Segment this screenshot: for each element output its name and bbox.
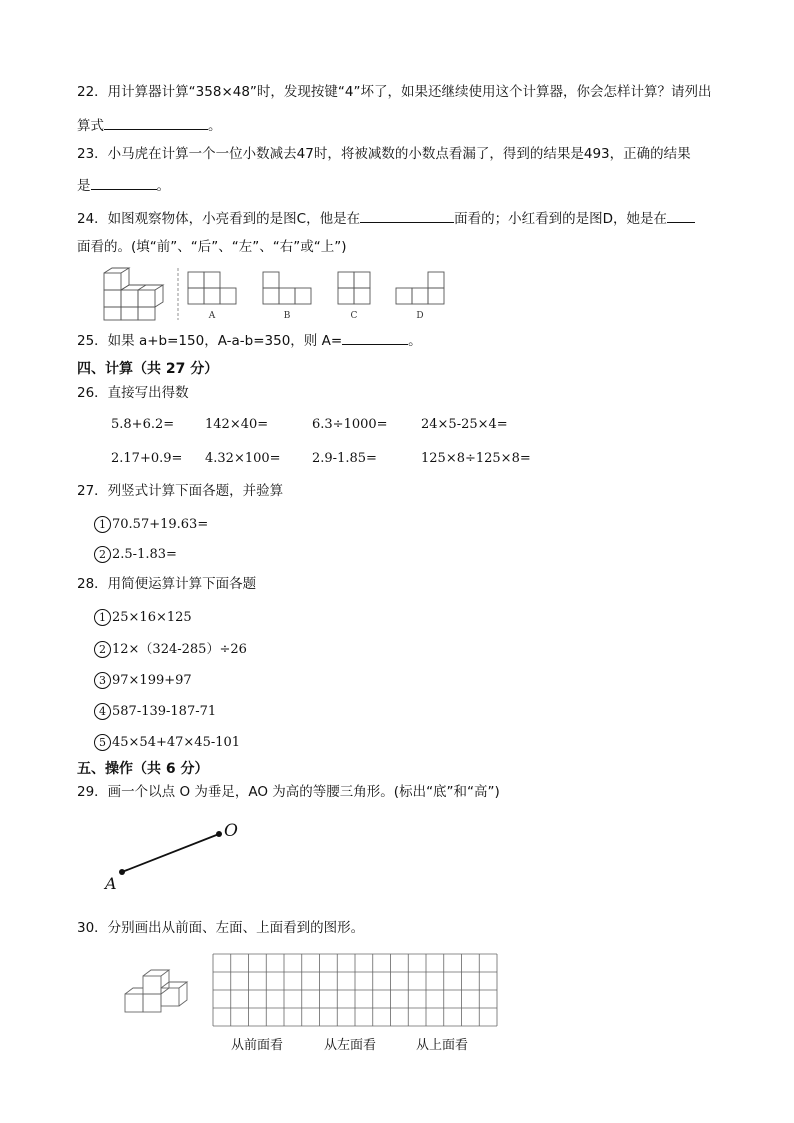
q30-answer-grid[interactable] — [212, 953, 498, 1027]
q24-blank-1[interactable] — [360, 208, 454, 223]
q26-r1-c3: 6.3÷1000= — [312, 417, 388, 432]
point-a-dot — [119, 869, 125, 875]
q28-expr-4: 587-139-187-71 — [112, 704, 217, 719]
view-a — [188, 272, 236, 304]
circled-number: 2 — [94, 546, 111, 563]
point-o-label: O — [224, 821, 238, 841]
q30-cube-figure — [120, 968, 195, 1023]
view-label-a: A — [208, 311, 216, 321]
q30-label-top: 从上面看 — [416, 1038, 469, 1053]
q30-label-left: 从左面看 — [324, 1038, 377, 1053]
q27-item-1 — [94, 513, 208, 533]
q23-line2 — [77, 175, 170, 196]
q30-text: 30．分别画出从前面、左面、上面看到的图形。 — [77, 920, 365, 936]
q23-prefix: 是 — [77, 178, 91, 194]
q26-title: 26．直接写出得数 — [77, 385, 189, 401]
circled-number: 3 — [94, 672, 111, 689]
q23-line1: 23．小马虎在计算一个一位小数减去47时，将被减数的小数点看漏了，得到的结果是493，正确的结果 — [77, 146, 691, 162]
q22-line2 — [77, 115, 222, 136]
view-label-b: B — [283, 311, 291, 321]
q30-label-front: 从前面看 — [231, 1038, 284, 1053]
cube-stack-drawing — [104, 268, 163, 320]
q26-r2-c4: 125×8÷125×8= — [421, 451, 531, 466]
view-label-d: D — [416, 311, 424, 321]
section-5-heading: 五、操作（共 6 分） — [77, 761, 209, 777]
view-b — [263, 272, 311, 304]
q27-title: 27．列竖式计算下面各题，并验算 — [77, 483, 284, 499]
q28-item-5 — [94, 731, 240, 751]
q26-r1-c2: 142×40= — [205, 417, 269, 432]
q22-answer-blank[interactable] — [104, 115, 208, 130]
q24-text-a: 24．如图观察物体，小亮看到的是图C，他是在 — [77, 211, 361, 227]
q28-item-2 — [94, 638, 247, 658]
q28-title: 28．用简便运算计算下面各题 — [77, 576, 257, 592]
section-4-heading: 四、计算（共 27 分） — [77, 361, 219, 377]
q28-expr-2: 12×（324-285）÷26 — [112, 642, 247, 657]
q28-expr-5: 45×54+47×45-101 — [112, 735, 241, 750]
q25-end: 。 — [408, 333, 422, 349]
q28-expr-3: 97×199+97 — [112, 673, 192, 688]
q29-figure — [100, 815, 250, 895]
q25-line — [77, 330, 422, 351]
point-a-label: A — [105, 874, 117, 893]
q28-expr-1: 25×16×125 — [112, 610, 192, 625]
q24-figure — [100, 268, 460, 324]
view-c — [338, 272, 370, 304]
q23-answer-blank[interactable] — [91, 175, 157, 190]
q22-prefix: 算式 — [77, 118, 104, 134]
view-d — [396, 272, 444, 304]
q25-answer-blank[interactable] — [342, 330, 408, 345]
q24-line2: 面看的。(填“前”、“后”、“左”、“右”或“上”) — [77, 239, 347, 255]
circled-number: 1 — [94, 609, 111, 626]
circled-number: 1 — [94, 516, 111, 533]
q26-r1-c1: 5.8+6.2= — [111, 417, 175, 432]
q28-item-3 — [94, 669, 192, 689]
q24-line1 — [77, 208, 695, 229]
q29-text: 29．画一个以点 O 为垂足，AO 为高的等腰三角形。(标出“底”和“高”) — [77, 784, 500, 800]
q22-end: 。 — [208, 118, 222, 134]
q24-text-b: 面看的；小红看到的是图D，她是在 — [454, 211, 668, 227]
q26-r1-c4: 24×5-25×4= — [421, 417, 508, 432]
q27-item-2 — [94, 543, 177, 563]
circled-number: 2 — [94, 641, 111, 658]
circled-number: 4 — [94, 703, 111, 720]
circled-number: 5 — [94, 734, 111, 751]
q23-end: 。 — [156, 178, 170, 194]
q28-item-1 — [94, 606, 192, 626]
q26-r2-c1: 2.17+0.9= — [111, 451, 183, 466]
q28-item-4 — [94, 700, 216, 720]
segment-ao — [122, 834, 219, 872]
point-o-dot — [216, 831, 222, 837]
q25-text: 25．如果 a+b=150，A-a-b=350，则 A= — [77, 333, 343, 349]
q27-expr-1: 70.57+19.63= — [112, 517, 209, 532]
q22-line1: 22．用计算器计算“358×48”时，发现按键“4”坏了，如果还继续使用这个计算器，你会怎样计算？请列出 — [77, 84, 712, 100]
q24-blank-2[interactable] — [667, 208, 695, 223]
q26-r2-c3: 2.9-1.85= — [312, 451, 377, 466]
q27-expr-2: 2.5-1.83= — [112, 547, 177, 562]
view-label-c: C — [350, 311, 358, 321]
q26-r2-c2: 4.32×100= — [205, 451, 281, 466]
